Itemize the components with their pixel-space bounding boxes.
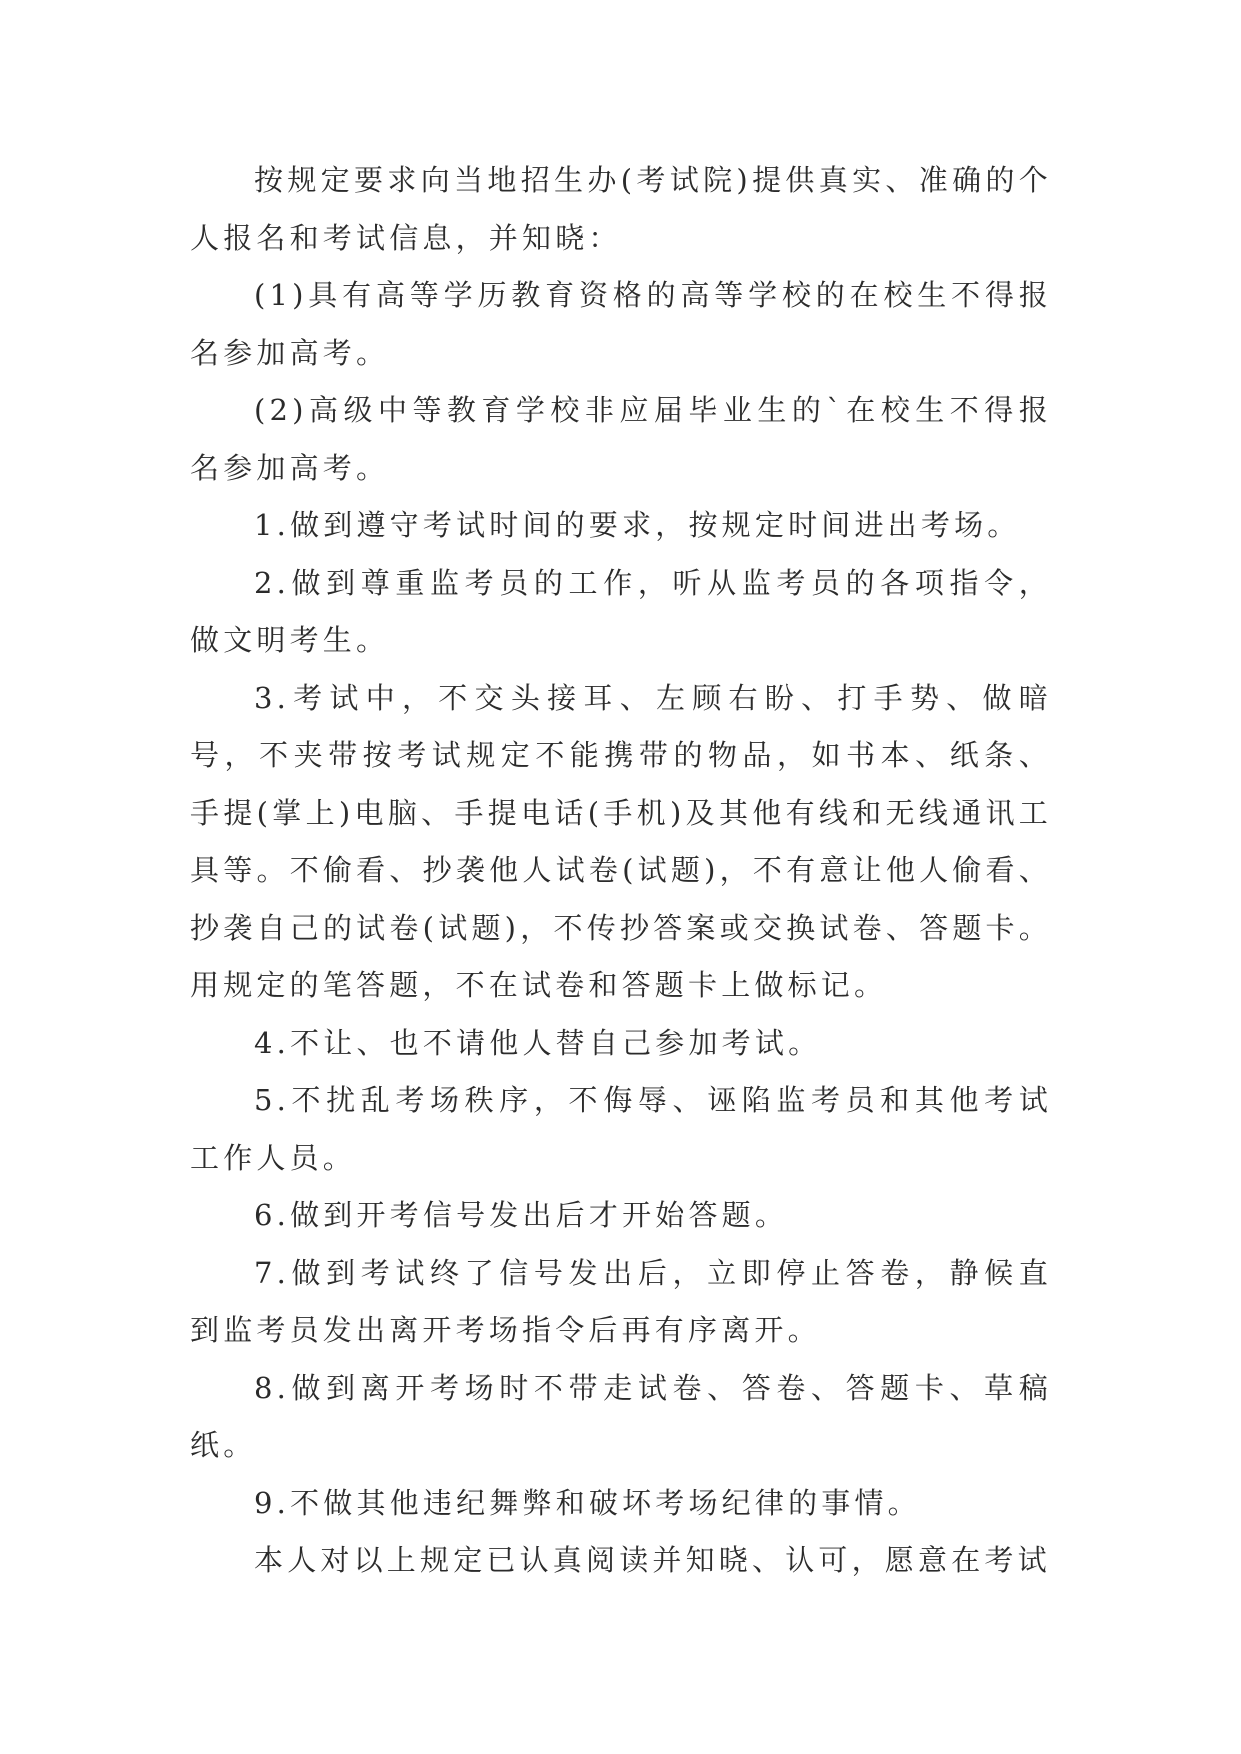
paragraph-rule-6: 6.做到开考信号发出后才开始答题。 xyxy=(254,1198,789,1232)
paragraph-notice-2: (2)高级中等教育学校非应届毕业生的`在校生不得报名参加高考。 xyxy=(190,393,1052,485)
paragraph-intro: 按规定要求向当地招生办(考试院)提供真实、准确的个人报名和考试信息，并知晓： xyxy=(190,163,1052,255)
paragraph-closing: 本人对以上规定已认真阅读并知晓、认可，愿意在考试 xyxy=(254,1543,1051,1577)
paragraph-rule-7: 7.做到考试终了信号发出后，立即停止答卷，静候直到监考员发出离开考场指令后再有序离开。 xyxy=(190,1255,1052,1347)
paragraph-rule-9: 9.不做其他违纪舞弊和破坏考场纪律的事情。 xyxy=(254,1485,921,1520)
document-body xyxy=(190,152,1052,1590)
paragraph-rule-4: 4.不让、也不请他人替自己参加考试。 xyxy=(254,1025,822,1060)
paragraph-rule-5: 5.不扰乱考场秩序，不侮辱、诬陷监考员和其他考试工作人员。 xyxy=(190,1083,1052,1175)
paragraph-rule-1: 1.做到遵守考试时间的要求，按规定时间进出考场。 xyxy=(254,508,1021,542)
paragraph-rule-8: 8.做到离开考场时不带走试卷、答卷、答题卡、草稿纸。 xyxy=(190,1370,1052,1462)
paragraph-rule-2: 2.做到尊重监考员的工作，听从监考员的各项指令，做文明考生。 xyxy=(190,565,1052,657)
paragraph-rule-3: 3.考试中，不交头接耳、左顾右盼、打手势、做暗号，不夹带按考试规定不能携带的物品，如书本、纸条、手提(掌上)电脑、手提电话(手机)及其他有线和无线通讯工具等。不偷看、抄袭他人试卷(试题)，不有意让他人偷看、抄袭自己的试卷(试题)，不传抄答案或交换试卷、答题卡。用规定的笔答题，不在试卷和答题卡上做标记。 xyxy=(190,680,1052,1002)
paragraph-notice-1: (1)具有高等学历教育资格的高等学校的在校生不得报名参加高考。 xyxy=(190,278,1052,370)
